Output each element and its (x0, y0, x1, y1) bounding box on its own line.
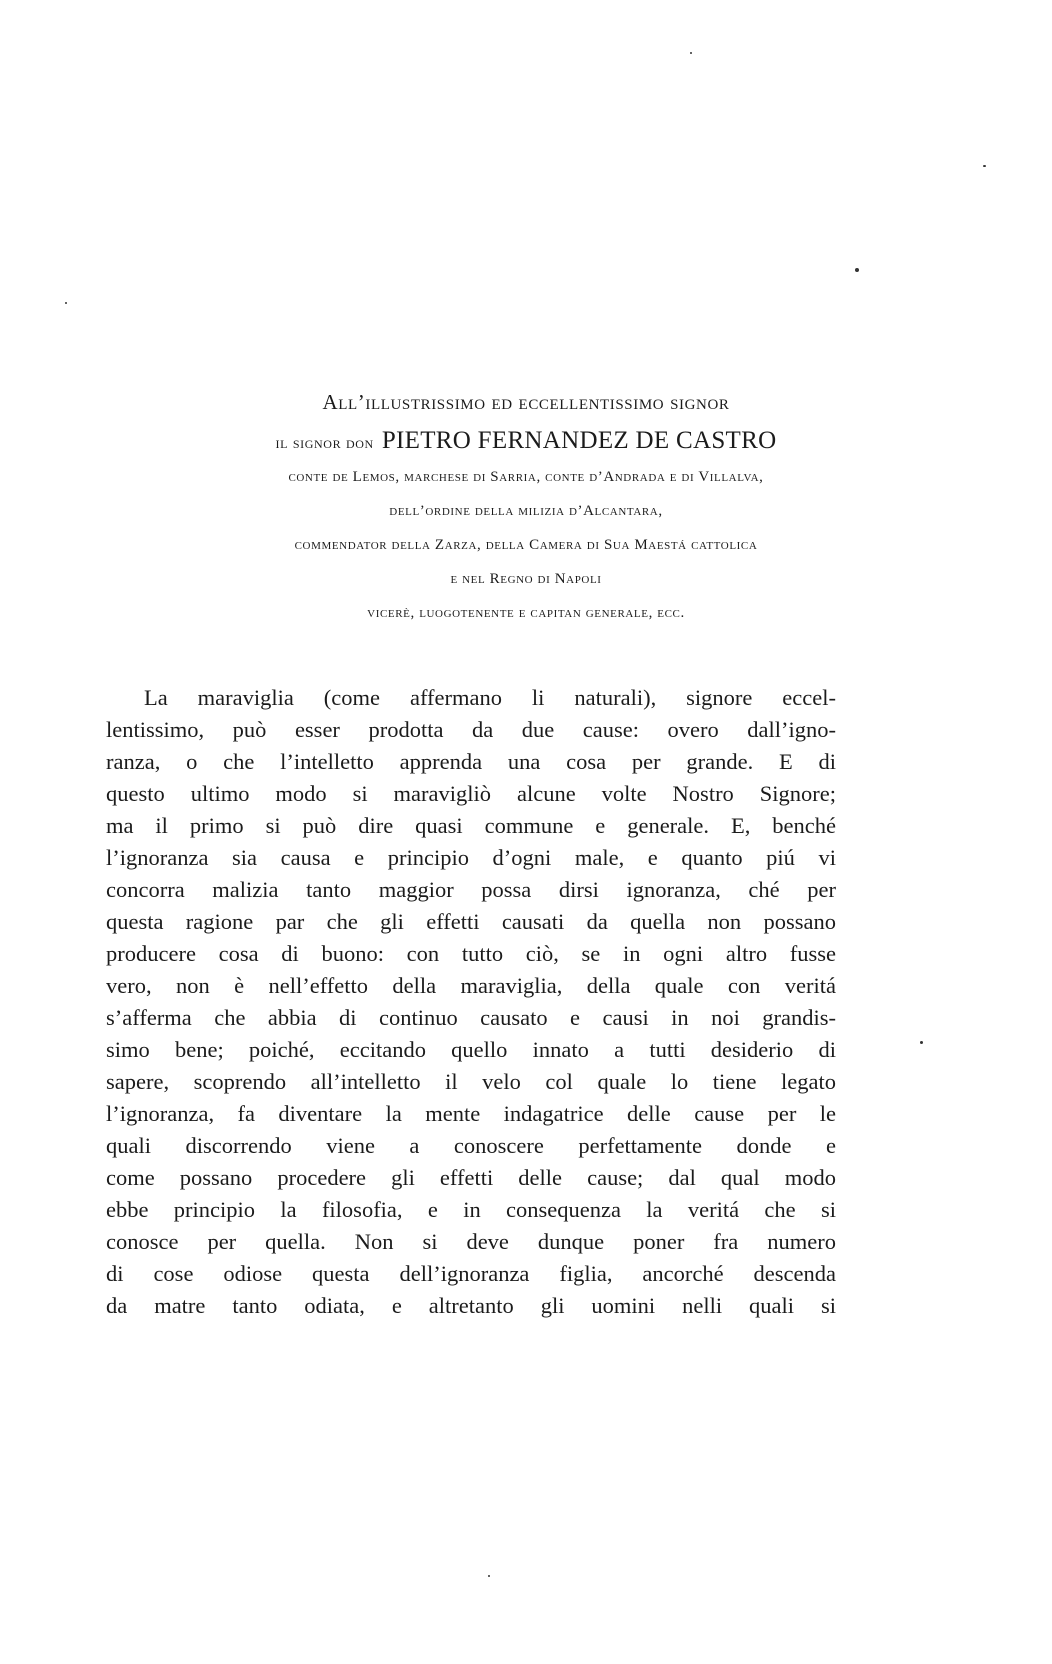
body-line: quali discorrendo viene a conoscere perfettamente donde e (106, 1133, 836, 1158)
dedication-line-5: commendator della Zarza, della Camera di Sua Maestá cattolica (294, 537, 758, 553)
scan-speck (983, 165, 986, 167)
body-line: simo bene; poiché, eccitando quello innato a tutti desiderio di (106, 1037, 836, 1062)
body-line: lentissimo, può esser prodotta da due cause: overo dall’igno- (106, 717, 836, 742)
body-line: da matre tanto odiata, e altretanto gli uomini nelli quali si (106, 1293, 836, 1318)
dedication-line-1: All’illustrissimo ed eccellentissimo signor (322, 390, 730, 414)
body-line: sapere, scoprendo all’intelletto il velo col quale lo tiene legato (106, 1069, 836, 1094)
scan-speck (690, 52, 692, 54)
body-line: s’afferma che abbia di continuo causato e causi in noi grandis- (106, 1005, 836, 1030)
body-line: concorra malizia tanto maggior possa dirsi ignoranza, ché per (106, 877, 836, 902)
dedication-heading (0, 388, 1052, 624)
dedicatee-name: PIETRO FERNANDEZ DE CASTRO (381, 427, 777, 454)
body-line: conosce per quella. Non si deve dunque poner fra numero (106, 1229, 836, 1254)
scan-speck (855, 268, 859, 272)
body-paragraph (106, 682, 836, 1322)
dedication-line-4: dell’ordine della milizia d’Alcantara, (389, 503, 663, 519)
body-line: ma il primo si può dire quasi commune e generale. E, benché (106, 813, 836, 838)
body-line: ranza, o che l’intelletto apprenda una cosa per grande. E di (106, 749, 836, 774)
body-line: ebbe principio la filosofia, e in consequenza la veritá che si (106, 1197, 836, 1222)
dedication-line-2 (0, 426, 1052, 458)
scan-speck (488, 1575, 490, 1577)
body-line: di cose odiose questa dell’ignoranza figlia, ancorché descenda (106, 1261, 836, 1286)
dedication-line-7: vicerè, luogotenente e capitan generale, ecc. (367, 605, 685, 621)
dedication-line-3: conte de Lemos, marchese di Sarria, conte d’Andrada e di Villalva, (288, 469, 764, 485)
body-line: l’ignoranza sia causa e principio d’ogni male, e quanto piú vi (106, 845, 836, 870)
scan-speck (65, 302, 67, 304)
body-line: La maraviglia (come affermano li naturali), signore eccel- (144, 685, 836, 710)
body-line: come possano procedere gli effetti delle cause; dal qual modo (106, 1165, 836, 1190)
dedication-title-prefix: il signor don (275, 433, 374, 452)
dedication-line-6: e nel Regno di Napoli (450, 571, 602, 587)
body-line: questa ragione par che gli effetti causati da quella non possano (106, 909, 836, 934)
body-line: vero, non è nell’effetto della maraviglia, della quale con veritá (106, 973, 836, 998)
scan-speck (920, 1041, 923, 1044)
body-line: questo ultimo modo si maravigliò alcune volte Nostro Signore; (106, 781, 836, 806)
body-line: producere cosa di buono: con tutto ciò, se in ogni altro fusse (106, 941, 836, 966)
body-line: l’ignoranza, fa diventare la mente indagatrice delle cause per le (106, 1101, 836, 1126)
